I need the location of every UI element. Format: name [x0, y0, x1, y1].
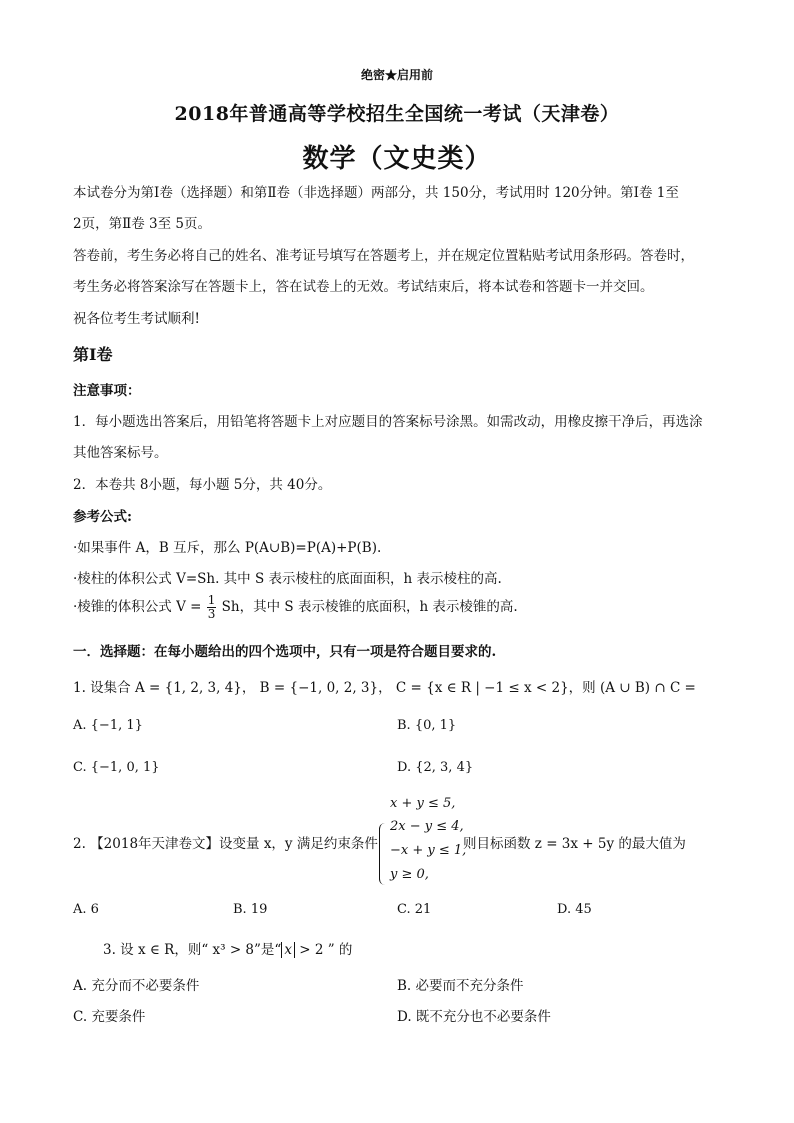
intro-para2-line1: 答卷前，考生务必将自己的姓名、准考证号填写在答题考上，并在规定位置粘贴考试用条形码。答卷时，: [73, 248, 694, 264]
formula3-suffix: Sh，其中 S 表示棱锥的底面积，h 表示棱锥的高.: [221, 599, 518, 615]
constraint-brace: [379, 823, 388, 885]
absolute-value-x: x: [281, 942, 295, 958]
q1-option-a: A. {−1, 1}: [73, 718, 143, 733]
note2: 2．本卷共 8小题，每小题 5分，共 40分。: [73, 477, 332, 493]
intro-para2-line2: 考生务必将答案涂写在答题卡上，答在试卷上的无效。考试结束后，将本试卷和答题卡一并交回。: [73, 279, 654, 295]
q2-condition-2: 2x − y ≤ 4,: [390, 819, 464, 834]
q2-condition-3: −x + y ≤ 1,: [390, 843, 467, 858]
note1-line1: 1．每小题选出答案后，用铅笔将答题卡上对应题目的答案标号涂黑。如需改动，用橡皮擦干净后，再选涂: [73, 414, 703, 430]
q1-option-d: D. {2, 3, 4}: [397, 760, 474, 775]
note1-line2: 其他答案标号。: [73, 445, 168, 461]
fraction-numerator: 1: [207, 593, 216, 607]
formula-prism-volume: ·棱柱的体积公式 V=Sh. 其中 S 表示棱柱的底面面积，h 表示棱柱的高.: [73, 571, 502, 587]
formula3-prefix: ·棱锥的体积公式 V =: [73, 599, 202, 615]
formula-heading: 参考公式:: [73, 509, 132, 525]
q2-condition-4: y ≥ 0,: [390, 867, 429, 882]
section1-title: 一．选择题：在每小题给出的四个选项中，只有一项是符合题目要求的.: [73, 644, 497, 660]
q2-prefix: 2. 【2018年天津卷文】设变量 x，y 满足约束条件: [73, 836, 378, 852]
q2-suffix: 则目标函数 z = 3x + 5y 的最大值为: [463, 836, 686, 852]
formula-pyramid-volume: [73, 594, 518, 621]
q1-option-b: B. {0, 1}: [397, 718, 457, 733]
intro-para1-line1: 本试卷分为第Ⅰ卷（选择题）和第Ⅱ卷（非选择题）两部分，共 150分，考试用时 120分钟。第Ⅰ卷 1至: [73, 185, 679, 201]
notes-heading: 注意事项：: [73, 383, 141, 399]
q3-option-d: D. 既不充分也不必要条件: [397, 1009, 551, 1025]
q3-option-c: C. 充要条件: [73, 1009, 146, 1025]
q3-stem: [103, 938, 352, 958]
q3-option-b: B. 必要而不充分条件: [397, 978, 524, 994]
q1-option-c: C. {−1, 0, 1}: [73, 760, 160, 775]
q2-option-c: C. 21: [397, 902, 432, 917]
q3-option-a: A. 充分而不必要条件: [73, 978, 200, 994]
q2-option-b: B. 19: [233, 902, 268, 917]
q2-option-a: A. 6: [73, 902, 99, 917]
q1-stem: 1. 设集合 A = {1, 2, 3, 4}， B = {−1, 0, 2, 3}， C = {x ∈ R | −1 ≤ x < 2}，则 (A ∪ B) ∩ C =: [73, 680, 696, 696]
confidential-label: 绝密★启用前: [360, 68, 433, 82]
subject-title: 数学（文史类）: [302, 144, 492, 174]
q3-stem-part-b: > 2 ” 的: [294, 942, 353, 958]
fraction-one-third: [207, 594, 217, 621]
exam-title: 2018年普通高等学校招生全国统一考试（天津卷）: [174, 103, 620, 125]
q3-stem-part-a: 3. 设 x ∈ R，则“ x³ > 8”是“: [103, 942, 282, 958]
part1-title: 第Ⅰ卷: [73, 345, 113, 364]
q2-condition-1: x + y ≤ 5,: [390, 796, 456, 811]
intro-para1-line2: 2页，第Ⅱ卷 3至 5页。: [73, 216, 212, 232]
formula-mutually-exclusive: ·如果事件 A，B 互斥，那么 P(A∪B)=P(A)+P(B).: [73, 540, 382, 556]
q2-option-d: D. 45: [557, 902, 592, 917]
fraction-denominator: 3: [207, 607, 216, 621]
intro-para3: 祝各位考生考试顺利!: [73, 311, 200, 327]
